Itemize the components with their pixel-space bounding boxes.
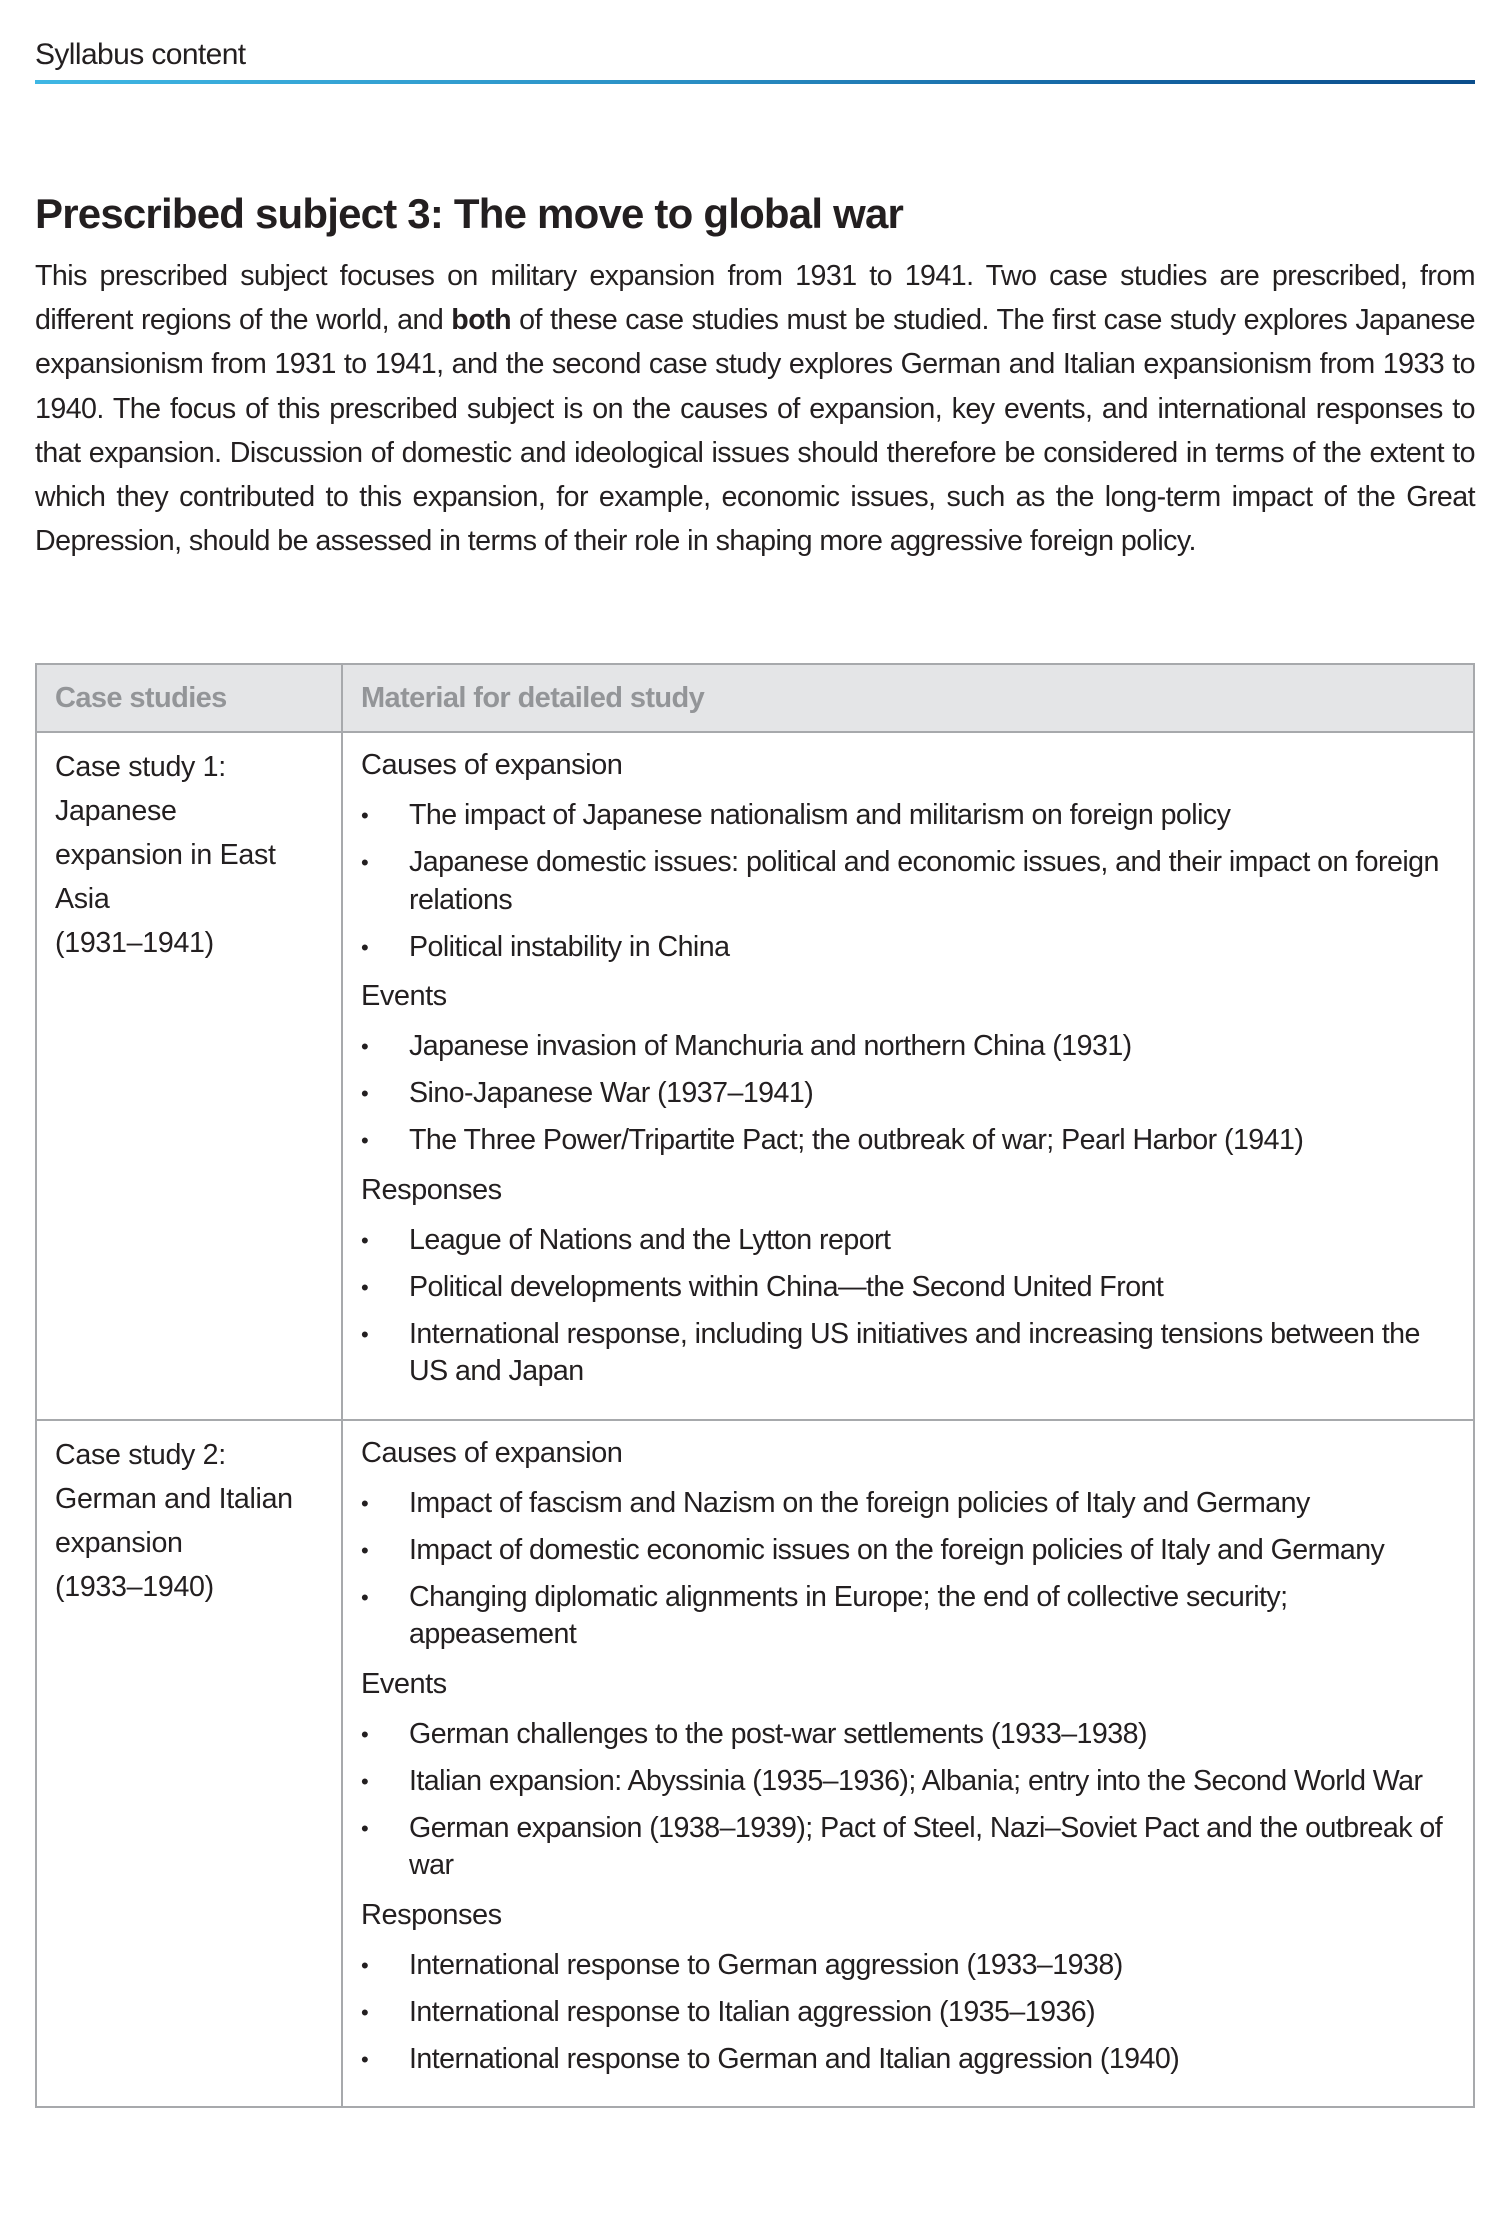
bullet-list <box>361 1485 1453 1654</box>
list-item <box>361 1485 1453 1523</box>
list-item <box>361 1075 1453 1113</box>
list-item <box>361 1810 1453 1885</box>
list-item-text: The impact of Japanese nationalism and militarism on foreign policy <box>409 799 1231 831</box>
section-heading: Responses <box>361 1173 502 1206</box>
list-item-text: Italian expansion: Abyssinia (1935–1936); Albania; entry into the Second World War <box>409 1764 1423 1797</box>
case-study-label-line: (1931–1941) <box>55 927 214 959</box>
case-study-label-line: expansion <box>55 1526 183 1559</box>
bullet-icon: • <box>361 1321 369 1347</box>
column-header-material: Material for detailed study <box>342 664 1474 732</box>
list-item-text: Sino-Japanese War (1937–1941) <box>409 1077 814 1109</box>
bullet-icon: • <box>361 2046 369 2072</box>
table-row <box>36 1420 1474 2108</box>
bullet-icon: • <box>361 850 369 875</box>
intro-emphasis: both <box>451 304 512 337</box>
list-item-text: International response to German aggression (1933–1938) <box>409 1948 1123 1981</box>
list-item <box>361 1579 1453 1654</box>
page-title: Prescribed subject 3: The move to global war <box>35 190 904 237</box>
bullet-icon: • <box>361 934 369 960</box>
case-studies-table <box>35 663 1475 2108</box>
bullet-icon: • <box>361 1952 369 1978</box>
case-study-label-line: expansion in East <box>55 839 276 871</box>
header-rule-divider <box>35 80 1475 84</box>
table-row <box>36 732 1474 1420</box>
list-item <box>361 1222 1453 1260</box>
list-item <box>361 929 1453 967</box>
bullet-icon: • <box>361 1081 369 1106</box>
bullet-list <box>361 1222 1453 1391</box>
list-item <box>361 1122 1453 1160</box>
list-item-text: Impact of fascism and Nazism on the foreign policies of Italy and Germany <box>409 1486 1310 1519</box>
column-header-case-studies: Case studies <box>36 664 342 732</box>
list-item-text: Impact of domestic economic issues on the foreign policies of Italy and Germany <box>409 1533 1385 1566</box>
bullet-icon: • <box>361 1128 369 1153</box>
list-item-text: German challenges to the post-war settlements (1933–1938) <box>409 1717 1147 1750</box>
list-item <box>361 844 1453 919</box>
table-header-row <box>36 664 1474 732</box>
list-item-text: German expansion (1938–1939); Pact of Steel, Nazi–Soviet Pact and the outbreak of war <box>409 1811 1443 1881</box>
case-study-label-line: German and Italian <box>55 1482 293 1515</box>
bullet-icon: • <box>361 1721 369 1747</box>
bullet-icon: • <box>361 1815 369 1841</box>
list-item <box>361 1532 1453 1570</box>
intro-paragraph <box>35 254 1475 563</box>
case-study-cell <box>36 732 342 1420</box>
case-study-label-line: (1933–1940) <box>55 1570 214 1603</box>
list-item-text: Changing diplomatic alignments in Europe; the end of collective security; appeasement <box>409 1580 1288 1650</box>
list-item-text: League of Nations and the Lytton report <box>409 1223 891 1256</box>
list-item-text: Japanese invasion of Manchuria and northern China (1931) <box>409 1030 1132 1062</box>
case-study-cell <box>36 1420 342 2108</box>
list-item <box>361 1028 1453 1066</box>
section-heading: Causes of expansion <box>361 749 623 781</box>
list-item-text: Political instability in China <box>409 930 730 963</box>
material-cell <box>342 732 1474 1420</box>
bullet-icon: • <box>361 1537 369 1563</box>
list-item <box>361 1947 1453 1985</box>
section-heading: Events <box>361 1667 447 1700</box>
list-item-text: International response to German and Italian aggression (1940) <box>409 2042 1180 2075</box>
list-item-text: International response to Italian aggression (1935–1936) <box>409 1995 1096 2028</box>
bullet-list <box>361 1947 1453 2079</box>
section-heading: Events <box>361 980 447 1012</box>
section-heading: Causes of expansion <box>361 1436 623 1469</box>
list-item <box>361 1994 1453 2032</box>
list-item-text: Political developments within China—the Second United Front <box>409 1270 1164 1303</box>
list-item <box>361 1716 1453 1754</box>
list-item <box>361 1316 1453 1391</box>
running-header: Syllabus content <box>35 38 246 71</box>
bullet-icon: • <box>361 1227 369 1253</box>
case-study-label-line: Japanese <box>55 795 177 827</box>
bullet-icon: • <box>361 1584 369 1610</box>
bullet-icon: • <box>361 1768 369 1794</box>
section-heading: Responses <box>361 1898 502 1931</box>
bullet-list <box>361 797 1453 966</box>
bullet-icon: • <box>361 803 369 828</box>
intro-text-start: This prescribed subject focuses on military expansion from 1931 to 1941. Two case studies are prescribed, from different regions of the world, and <box>35 260 1475 337</box>
list-item <box>361 1763 1453 1801</box>
bullet-icon: • <box>361 1274 369 1300</box>
list-item-text: International response, including US initiatives and increasing tensions between the US and Japan <box>409 1317 1420 1387</box>
material-cell <box>342 1420 1474 2108</box>
list-item <box>361 2041 1453 2079</box>
list-item-text: The Three Power/Tripartite Pact; the outbreak of war; Pearl Harbor (1941) <box>409 1124 1304 1156</box>
bullet-icon: • <box>361 1490 369 1516</box>
bullet-list <box>361 1716 1453 1885</box>
bullet-icon: • <box>361 1999 369 2025</box>
list-item-text: Japanese domestic issues: political and economic issues, and their impact on foreign relations <box>409 846 1439 916</box>
case-study-label-line: Case study 1: <box>55 751 226 783</box>
list-item <box>361 1269 1453 1307</box>
bullet-icon: • <box>361 1034 369 1059</box>
intro-text-end: of these case studies must be studied. The first case study explores Japanese expansionism from 1931 to 1941, and the second case study explores German and Italian expansionism from 1933 to 1940. The focus of this prescribed subject is on the causes of expansion, key events, and international responses to that expansion. Discussion of domestic and ideological issues should therefore be considered in terms of the extent to which they contributed to this expansion, for example, economic issues, such as the long-term impact of the Great Depression, should be assessed in terms of their role in shaping more aggressive foreign policy. <box>35 304 1475 558</box>
bullet-list <box>361 1028 1453 1160</box>
case-study-label-line: Asia <box>55 883 110 915</box>
case-study-label-line: Case study 2: <box>55 1438 226 1471</box>
table-body <box>36 732 1474 2107</box>
list-item <box>361 797 1453 835</box>
